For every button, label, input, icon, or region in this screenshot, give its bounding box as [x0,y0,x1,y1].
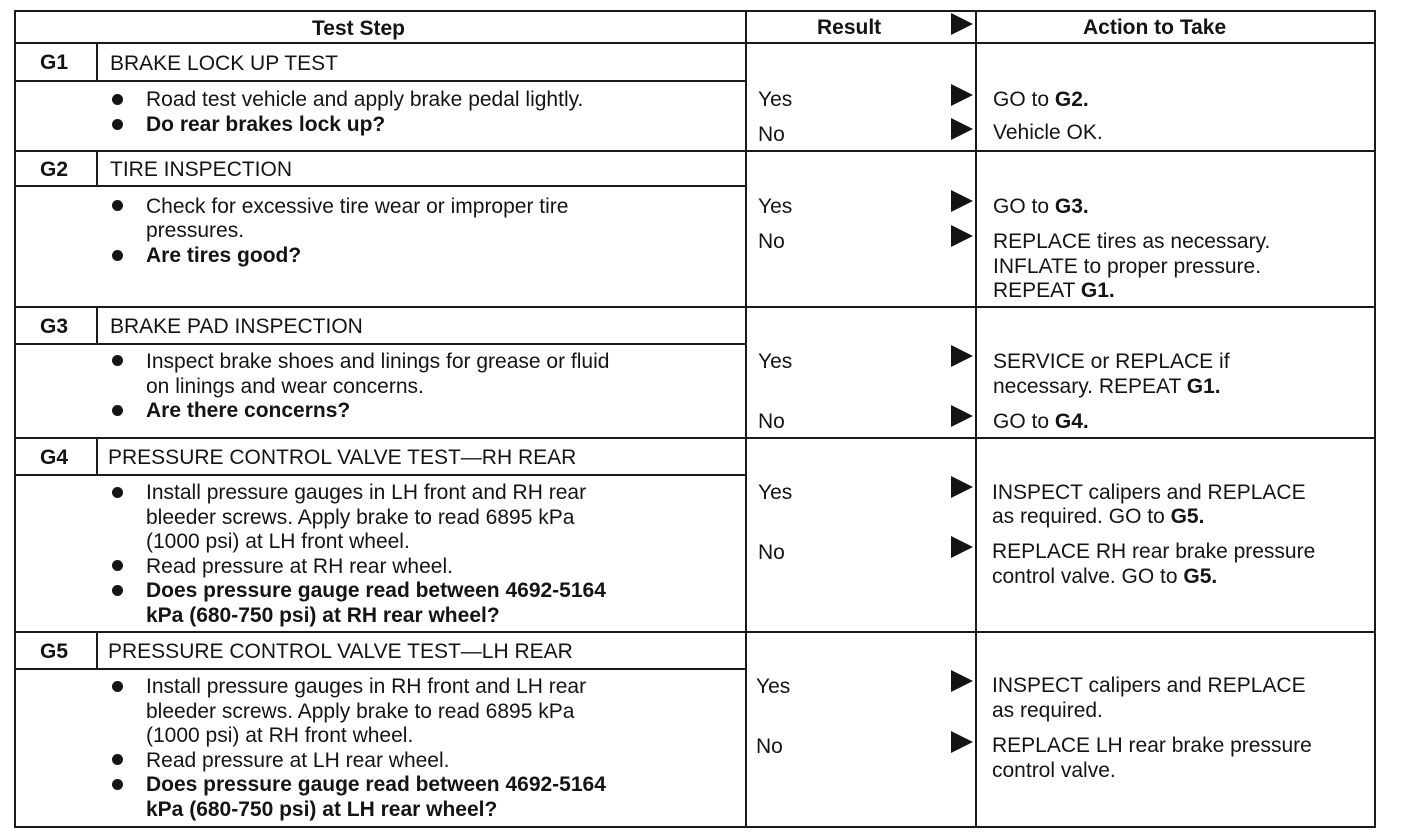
bullet-icon [112,119,123,130]
step-line: bleeder screws. Apply brake to read 6895 kPa [146,700,575,723]
step-id-divider-g5 [96,631,98,670]
result-no: No [758,541,785,564]
result-no: No [758,123,785,146]
column-divider-result [745,10,747,828]
arrow-icon [951,536,973,558]
result-no: No [756,735,783,758]
step-question: Are tires good? [146,244,302,267]
action-text: REPLACE RH rear brake pressure [992,540,1316,563]
action-text: necessary. REPEAT G1. [993,375,1221,398]
action-text: INFLATE to proper pressure. [993,255,1262,278]
header-result: Result [817,16,882,39]
header-test-step: Test Step [312,17,405,40]
arrow-icon [951,225,973,247]
result-yes: Yes [758,481,793,504]
step-line: Read pressure at LH rear wheel. [146,749,450,772]
step-id: G2 [40,158,69,181]
step-line: Read pressure at RH rear wheel. [146,555,453,578]
table-border-left [14,10,16,828]
step-question: kPa (680-750 psi) at RH rear wheel? [146,604,500,627]
step-line: (1000 psi) at RH front wheel. [146,724,414,747]
title-row-divider-g3 [14,343,747,345]
arrow-icon [951,670,973,692]
step-question: kPa (680-750 psi) at LH rear wheel? [146,798,498,821]
step-line: Inspect brake shoes and linings for grease or fluid [146,350,610,373]
arrow-icon [951,118,973,140]
section-divider-g3 [14,306,1376,308]
bullet-icon [112,94,123,105]
bullet-icon [112,585,123,596]
action-text: INSPECT calipers and REPLACE [992,481,1306,504]
action-text: GO to G4. [993,410,1089,433]
step-line: on linings and wear concerns. [146,375,424,398]
result-yes: Yes [758,195,793,218]
header-action: Action to Take [1083,16,1227,39]
step-id: G3 [40,315,69,338]
step-id: G4 [40,446,69,469]
step-id-divider-g4 [96,437,98,476]
step-question: Are there concerns? [146,399,351,422]
bullet-icon [112,487,123,498]
table-border-top [14,10,1376,12]
step-id: G5 [40,640,69,663]
bullet-icon [112,779,123,790]
column-divider-action [975,10,977,828]
title-row-divider-g1 [14,80,747,82]
action-text: GO to G3. [993,195,1089,218]
arrow-icon [951,190,973,212]
step-line: bleeder screws. Apply brake to read 6895 kPa [146,506,575,529]
step-title: TIRE INSPECTION [110,158,293,181]
section-divider-g2 [14,150,1376,152]
action-text: REPLACE LH rear brake pressure [992,734,1312,757]
step-question: Do rear brakes lock up? [146,113,386,136]
step-id: G1 [40,51,69,74]
action-text: as required. [992,699,1103,722]
bullet-icon [112,200,123,211]
title-row-divider-g5 [14,668,747,670]
step-title: PRESSURE CONTROL VALVE TEST—RH REAR [108,446,577,469]
step-line: Check for excessive tire wear or improper tire [146,195,569,218]
step-id-divider-g2 [96,150,98,187]
arrow-icon [951,405,973,427]
bullet-icon [112,250,123,261]
step-id-divider-g3 [96,306,98,345]
step-line: Install pressure gauges in RH front and LH rear [146,675,587,698]
result-yes: Yes [758,88,793,111]
table-border-right [1374,10,1376,828]
step-line: pressures. [146,219,245,242]
result-no: No [758,230,785,253]
arrow-icon [951,731,973,753]
bullet-icon [112,560,123,571]
bullet-icon [112,355,123,366]
result-yes: Yes [756,675,791,698]
action-text: REPLACE tires as necessary. [993,230,1271,253]
bullet-icon [112,405,123,416]
step-title: BRAKE PAD INSPECTION [110,315,363,338]
action-text: Vehicle OK. [993,121,1103,144]
section-divider-g5 [14,631,1376,633]
step-question: Does pressure gauge read between 4692-5164 [146,579,606,602]
step-line: Road test vehicle and apply brake pedal lightly. [146,88,584,111]
step-line: Install pressure gauges in LH front and RH rear [146,481,587,504]
step-id-divider-g1 [96,42,98,82]
action-text: GO to G2. [993,88,1089,111]
header-arrow-icon [951,13,973,35]
section-divider-g4 [14,437,1376,439]
arrow-icon [951,84,973,106]
action-text: as required. GO to G5. [992,505,1205,528]
step-question: Does pressure gauge read between 4692-5164 [146,773,606,796]
action-text: control valve. [992,759,1116,782]
bullet-icon [112,754,123,765]
title-row-divider-g4 [14,474,747,476]
arrow-icon [951,345,973,367]
action-text: SERVICE or REPLACE if [993,350,1230,373]
header-divider [14,42,1376,44]
arrow-icon [951,476,973,498]
action-text: control valve. GO to G5. [992,565,1218,588]
step-title: PRESSURE CONTROL VALVE TEST—LH REAR [108,640,573,663]
step-title: BRAKE LOCK UP TEST [110,52,338,75]
result-no: No [758,410,785,433]
title-row-divider-g2 [14,185,747,187]
action-text: REPEAT G1. [993,279,1115,302]
action-text: INSPECT calipers and REPLACE [992,674,1306,697]
result-yes: Yes [758,350,793,373]
step-line: (1000 psi) at LH front wheel. [146,530,410,553]
bullet-icon [112,681,123,692]
table-border-bottom [14,826,1376,828]
